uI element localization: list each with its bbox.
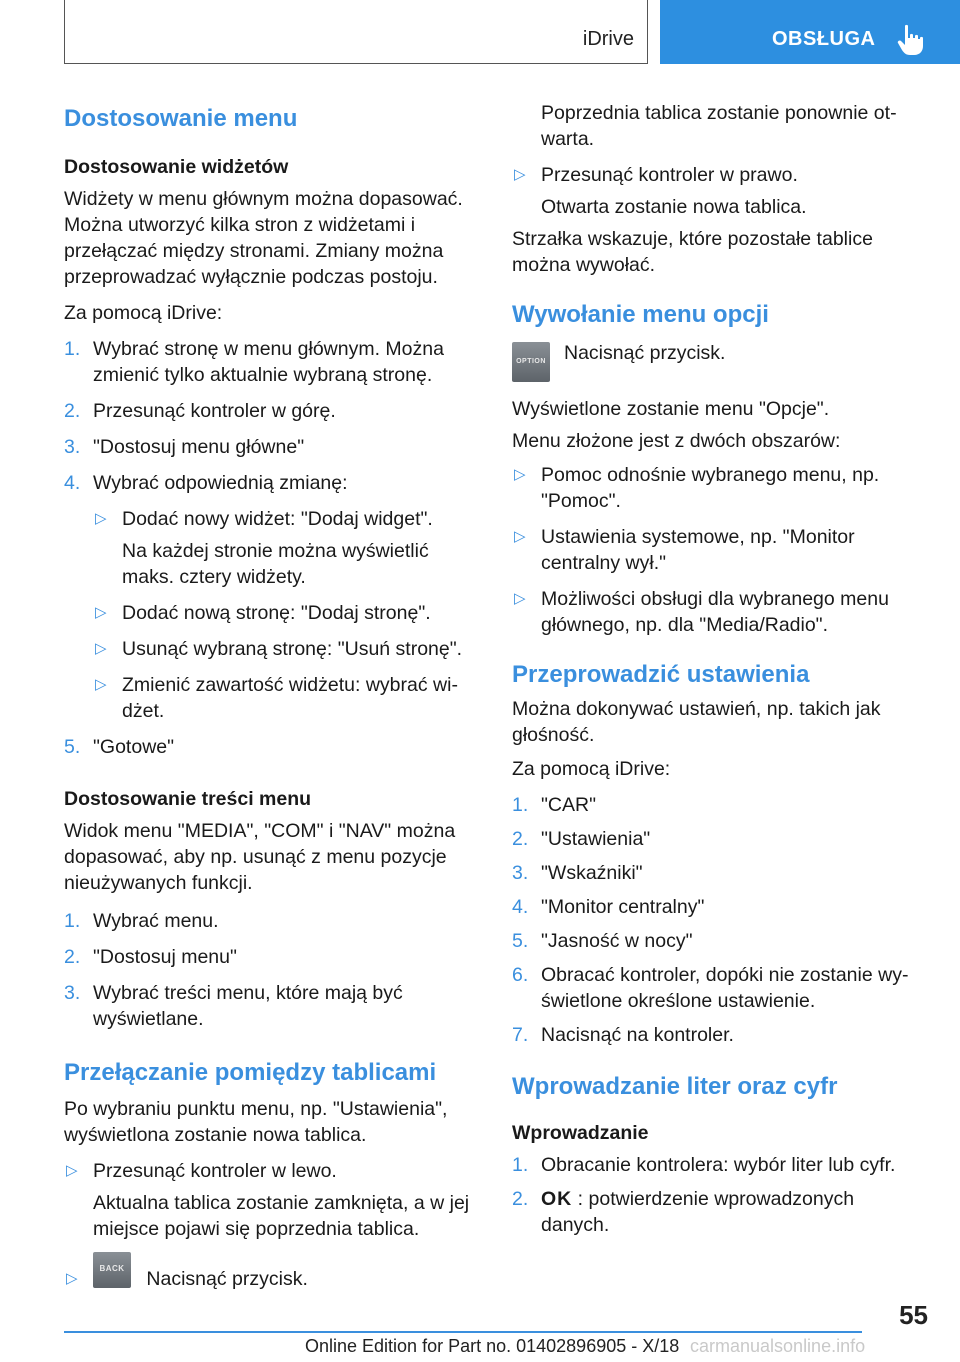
list-item: 1. Wybrać menu. xyxy=(64,910,219,932)
list-item: 1. "CAR" xyxy=(512,794,597,816)
ok-icon: OK xyxy=(541,1188,573,1210)
footer-edition: Online Edition for Part no. 01402896905 - X/18 xyxy=(305,1336,680,1356)
list-item: ▷ Dodać nową stronę: "Dodaj stronę". xyxy=(95,602,431,624)
list-item: 1. Wybrać stronę w menu głównym. Można zmienić tylko aktualnie wybraną stronę. xyxy=(64,338,444,386)
list-item: 4. Wybrać odpowiednią zmianę: xyxy=(64,472,348,494)
note: Na każdej stronie można wyświetlić maks. cztery widżety. xyxy=(122,540,429,588)
triangle-bullet-icon: ▷ xyxy=(95,640,107,657)
list-item: ▷ Przesunąć kontroler w lewo. xyxy=(66,1160,337,1182)
sub-list xyxy=(64,506,478,724)
list-item: 4. "Monitor centralny" xyxy=(512,896,705,918)
paragraph-switch: Po wybraniu punktu menu, np. "Ustawienia", wyświetlona zostanie nowa tablica. xyxy=(64,1098,448,1146)
right-column xyxy=(512,100,926,1238)
triangle-bullet-icon: ▷ xyxy=(514,466,526,483)
list-item: 6. Obracać kontroler, dopóki nie zostanie wyświetlone określone ustawienie. xyxy=(512,964,909,1012)
paragraph-widgets: Widżety w menu głównym można dopasować. Można utworzyć kilka stron z widżetami i przełączać między stronami. Zmiany można przeprowadzać wyłącznie podczas postoju. xyxy=(64,188,463,288)
note: Otwarta zostanie nowa tablica. xyxy=(541,196,807,218)
hand-pointer-icon xyxy=(896,24,926,56)
triangle-bullet-icon: ▷ xyxy=(66,1270,78,1287)
triangle-bullet-icon: ▷ xyxy=(514,166,526,183)
list-item: 3. "Dostosuj menu główne" xyxy=(64,436,305,458)
triangle-bullet-icon: ▷ xyxy=(95,676,107,693)
section-title: iDrive xyxy=(582,28,634,50)
list-item: ▷ Zmienić zawartość widżetu: wybrać widżet. xyxy=(95,674,458,722)
footer-divider xyxy=(64,1331,862,1333)
paragraph-settings: Można dokonywać ustawień, np. takich jak głośność. xyxy=(512,698,881,746)
triangle-bullet-icon: ▷ xyxy=(514,590,526,607)
note: Aktualna tablica zostanie zamknięta, a w jej miejsce pojawi się poprzednia tablica. xyxy=(93,1192,470,1240)
heading-options-menu: Wywołanie menu opcji xyxy=(512,301,769,328)
heading-switch-boards: Przełączanie pomiędzy tablicami xyxy=(64,1059,437,1086)
list-item: ▷ Dodać nowy widżet: "Dodaj widget". xyxy=(95,508,433,530)
list-item: ▷ Możliwości obsługi dla wybranego menu głównego, np. dla "Media/Radio". xyxy=(514,588,889,636)
page-number: 55 xyxy=(899,1300,928,1330)
heading-menu-content: Dostosowanie treści menu xyxy=(64,788,312,810)
option-row: OPTION Nacisnąć przycisk. xyxy=(512,340,926,386)
chapter-tab-label: OBSŁUGA xyxy=(772,28,876,50)
left-column xyxy=(64,100,478,1292)
list-item: ▷ Usunąć wybraną stronę: "Usuń stronę". xyxy=(95,638,463,660)
back-button-icon: BACK xyxy=(93,1252,131,1288)
paragraph-two-areas: Menu złożone jest z dwóch obszarów: xyxy=(512,430,841,452)
list-item: 2. OK : potwierdzenie wprowadzonych danych. xyxy=(512,1188,855,1236)
paragraph-idrive: Za pomocą iDrive: xyxy=(64,302,223,324)
paragraph-menu-content: Widok menu "MEDIA", "COM" i "NAV" można dopasować, aby np. usunąć z menu pozycje nieużywanych funkcji. xyxy=(64,820,456,894)
list-item: 5. "Gotowe" xyxy=(64,736,175,758)
paragraph-arrow: Strzałka wskazuje, które pozostałe tablice można wywołać. xyxy=(512,228,873,276)
triangle-bullet-icon: ▷ xyxy=(95,604,107,621)
list-item: ▷ BACK Nacisnąć przycisk. xyxy=(64,1252,478,1292)
footer-watermark: carmanualsonline.info xyxy=(690,1336,866,1356)
list-item: 3. Wybrać treści menu, które mają być wyświetlane. xyxy=(64,982,403,1030)
list-item: 3. "Wskaźniki" xyxy=(512,862,643,884)
list-item: 5. "Jasność w nocy" xyxy=(512,930,693,952)
list-item: 2. Przesunąć kontroler w górę. xyxy=(64,400,336,422)
triangle-bullet-icon: ▷ xyxy=(66,1162,78,1179)
paragraph-idrive: Za pomocą iDrive: xyxy=(512,758,671,780)
chapter-tab xyxy=(660,0,960,64)
heading-letters-digits: Wprowadzanie liter oraz cyfr xyxy=(512,1073,838,1100)
option-button-icon: OPTION xyxy=(512,342,550,382)
list-item: 7. Nacisnąć na kontroler. xyxy=(512,1024,734,1046)
triangle-bullet-icon: ▷ xyxy=(514,528,526,545)
heading-dostosowanie-menu: Dostosowanie menu xyxy=(64,105,298,132)
header-frame xyxy=(64,0,648,64)
heading-widgets: Dostosowanie widżetów xyxy=(64,156,289,178)
paragraph-opcje: Wyświetlone zostanie menu "Opcje". xyxy=(512,398,830,420)
paragraph-prev-board: Poprzednia tablica zostanie ponownie otwarta. xyxy=(541,102,897,150)
list-item: 2. "Dostosuj menu" xyxy=(64,946,237,968)
heading-settings: Przeprowadzić ustawienia xyxy=(512,661,810,688)
list-item: ▷ Przesunąć kontroler w prawo. xyxy=(514,164,798,186)
triangle-bullet-icon: ▷ xyxy=(95,510,107,527)
list-item: 2. "Ustawienia" xyxy=(512,828,651,850)
list-item: ▷ Ustawienia systemowe, np. "Monitor centralny wył." xyxy=(514,526,855,574)
list-item: 1. Obracanie kontrolera: wybór liter lub cyfr. xyxy=(512,1154,896,1176)
list-item: ▷ Pomoc odnośnie wybranego menu, np. "Pomoc". xyxy=(514,464,880,512)
heading-input: Wprowadzanie xyxy=(512,1122,649,1144)
